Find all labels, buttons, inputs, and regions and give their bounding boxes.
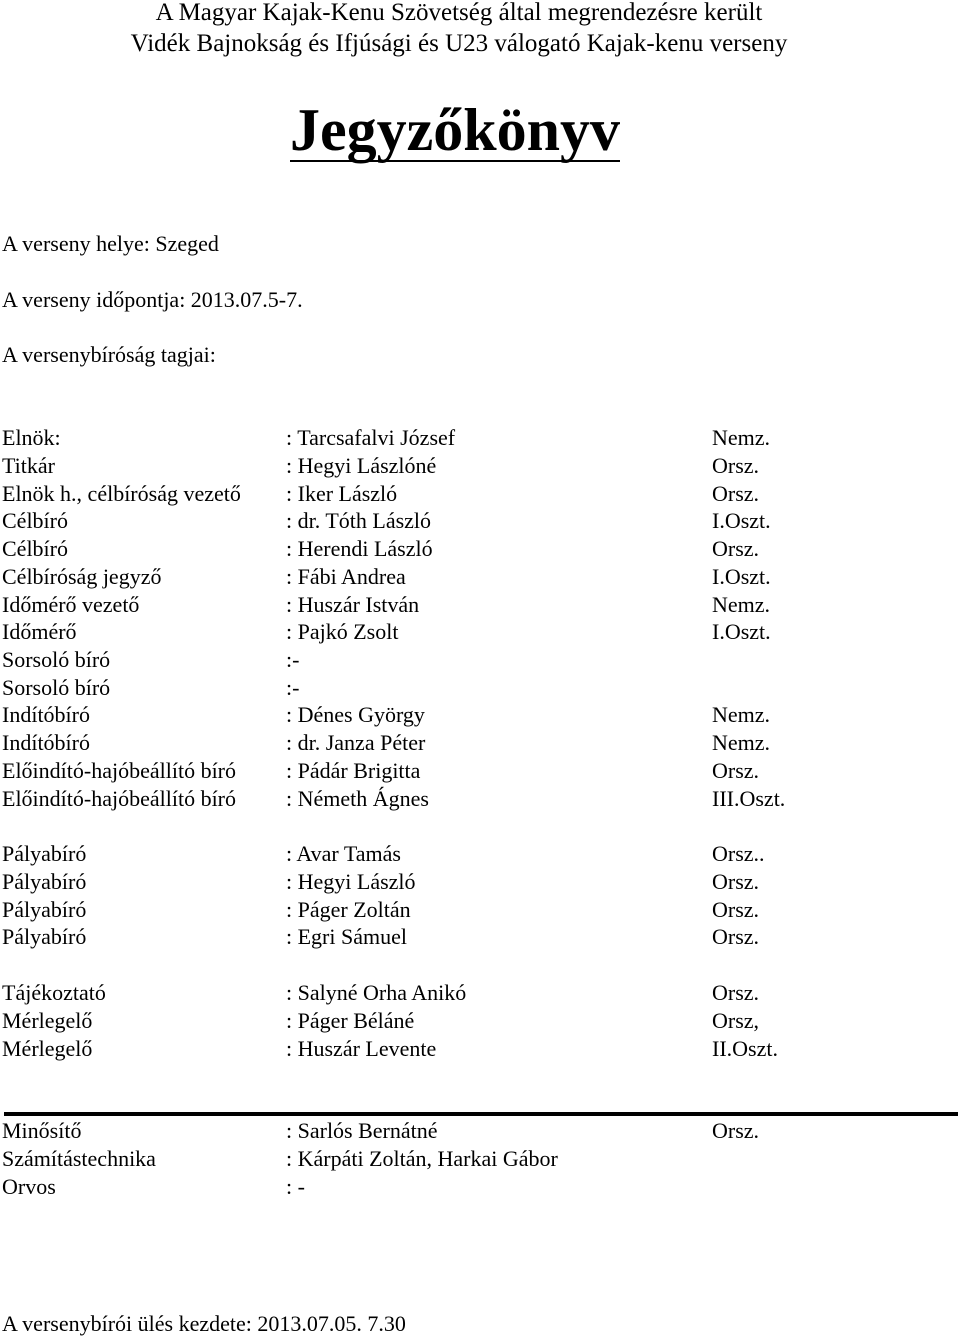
official-category: Orsz. [712,536,760,561]
horizontal-rule [4,1112,958,1116]
official-role: Tájékoztató [2,980,106,1005]
official-row [0,840,960,868]
official-category: II.Oszt. [712,1036,778,1061]
official-role: Pályabíró [2,869,87,894]
official-role: Elnök: [2,425,61,450]
official-category: Nemz. [712,425,771,450]
date-line: A verseny időpontja: 2013.07.5-7. [2,287,303,312]
official-row [0,701,960,729]
official-role: Pályabíró [2,841,87,866]
official-row [0,868,960,896]
official-name: : Egri Sámuel [286,924,407,949]
official-name: : Iker László [286,481,398,506]
official-role: Pályabíró [2,924,87,949]
official-row [0,674,960,702]
official-row [0,1007,960,1035]
official-row [0,1035,960,1063]
official-name: : Salyné Orha Anikó [286,980,467,1005]
official-category: Orsz. [712,980,760,1005]
official-row [0,452,960,480]
official-name: : dr. Janza Péter [286,730,426,755]
official-name: : Hegyi László [286,869,416,894]
official-row [0,563,960,591]
official-category: Orsz. [712,758,760,783]
official-category: I.Oszt. [712,508,771,533]
official-row [0,923,960,951]
official-category: Nemz. [712,592,771,617]
official-name: :- [286,647,300,672]
official-role: Időmérő vezető [2,592,140,617]
official-name: : Fábi Andrea [286,564,406,589]
official-name: :- [286,675,300,700]
official-name: : Huszár István [286,592,420,617]
official-name: : Tarcsafalvi József [286,425,456,450]
official-name: : Herendi László [286,536,433,561]
official-row [0,785,960,813]
official-name: : Huszár Levente [286,1036,437,1061]
official-role: Elnök h., célbíróság vezető [2,481,241,506]
official-role: Számítástechnika [2,1146,156,1171]
official-row [0,646,960,674]
official-role: Időmérő [2,619,77,644]
official-category: Nemz. [712,702,771,727]
official-role: Célbíró [2,508,68,533]
official-name: : dr. Tóth László [286,508,432,533]
official-name: : - [286,1174,305,1199]
official-category: I.Oszt. [712,564,771,589]
official-row [0,757,960,785]
official-role: Titkár [2,453,55,478]
official-role: Sorsoló bíró [2,675,111,700]
venue-line: A verseny helye: Szeged [2,231,219,256]
jury-heading: A versenybíróság tagjai: [2,342,216,367]
official-row [0,1117,960,1145]
official-row [0,618,960,646]
official-name: : Sarlós Bernátné [286,1118,438,1143]
official-row [0,1145,960,1173]
official-category: Orsz. [712,897,760,922]
official-role: Mérlegelő [2,1008,93,1033]
official-role: Mérlegelő [2,1036,93,1061]
official-role: Orvos [2,1174,56,1199]
jury-meeting-start: A versenybírói ülés kezdete: 2013.07.05. 7.30 [2,1311,406,1336]
official-category: Orsz. [712,481,760,506]
official-category: Orsz. [712,1118,760,1143]
official-name: : Páger Béláné [286,1008,415,1033]
official-name: : Pádár Brigitta [286,758,421,783]
document-title [0,95,910,165]
document-title-text: Jegyzőkönyv [290,97,620,163]
official-role: Indítóbíró [2,702,90,727]
header-line-1: A Magyar Kajak-Kenu Szövetség által megrendezésre került [155,0,763,26]
official-category: Orsz. [712,924,760,949]
official-name: : Pajkó Zsolt [286,619,399,644]
official-row [0,896,960,924]
official-role: Előindító-hajóbeállító bíró [2,758,237,783]
official-category: Orsz. [712,869,760,894]
official-role: Célbíróság jegyző [2,564,162,589]
official-row [0,535,960,563]
official-role: Indítóbíró [2,730,90,755]
official-name: : Hegyi Lászlóné [286,453,437,478]
official-role: Pályabíró [2,897,87,922]
header-line-2: Vidék Bajnokság és Ifjúsági és U23 válogató Kajak-kenu verseny [130,30,788,57]
official-row [0,1173,960,1201]
official-category: I.Oszt. [712,619,771,644]
official-category: III.Oszt. [712,786,786,811]
official-role: Sorsoló bíró [2,647,111,672]
official-row [0,480,960,508]
official-row [0,424,960,452]
official-category: Orsz.. [712,841,765,866]
official-row [0,729,960,757]
official-role: Célbíró [2,536,68,561]
official-name: : Dénes György [286,702,425,727]
official-row [0,507,960,535]
official-role: Minősítő [2,1118,82,1143]
official-role: Előindító-hajóbeállító bíró [2,786,237,811]
official-category: Nemz. [712,730,771,755]
official-category: Orsz, [712,1008,760,1033]
official-row [0,591,960,619]
official-name: : Kárpáti Zoltán, Harkai Gábor [286,1146,558,1171]
official-name: : Avar Tamás [286,841,401,866]
official-name: : Németh Ágnes [286,786,429,811]
official-name: : Páger Zoltán [286,897,411,922]
official-row [0,979,960,1007]
official-category: Orsz. [712,453,760,478]
